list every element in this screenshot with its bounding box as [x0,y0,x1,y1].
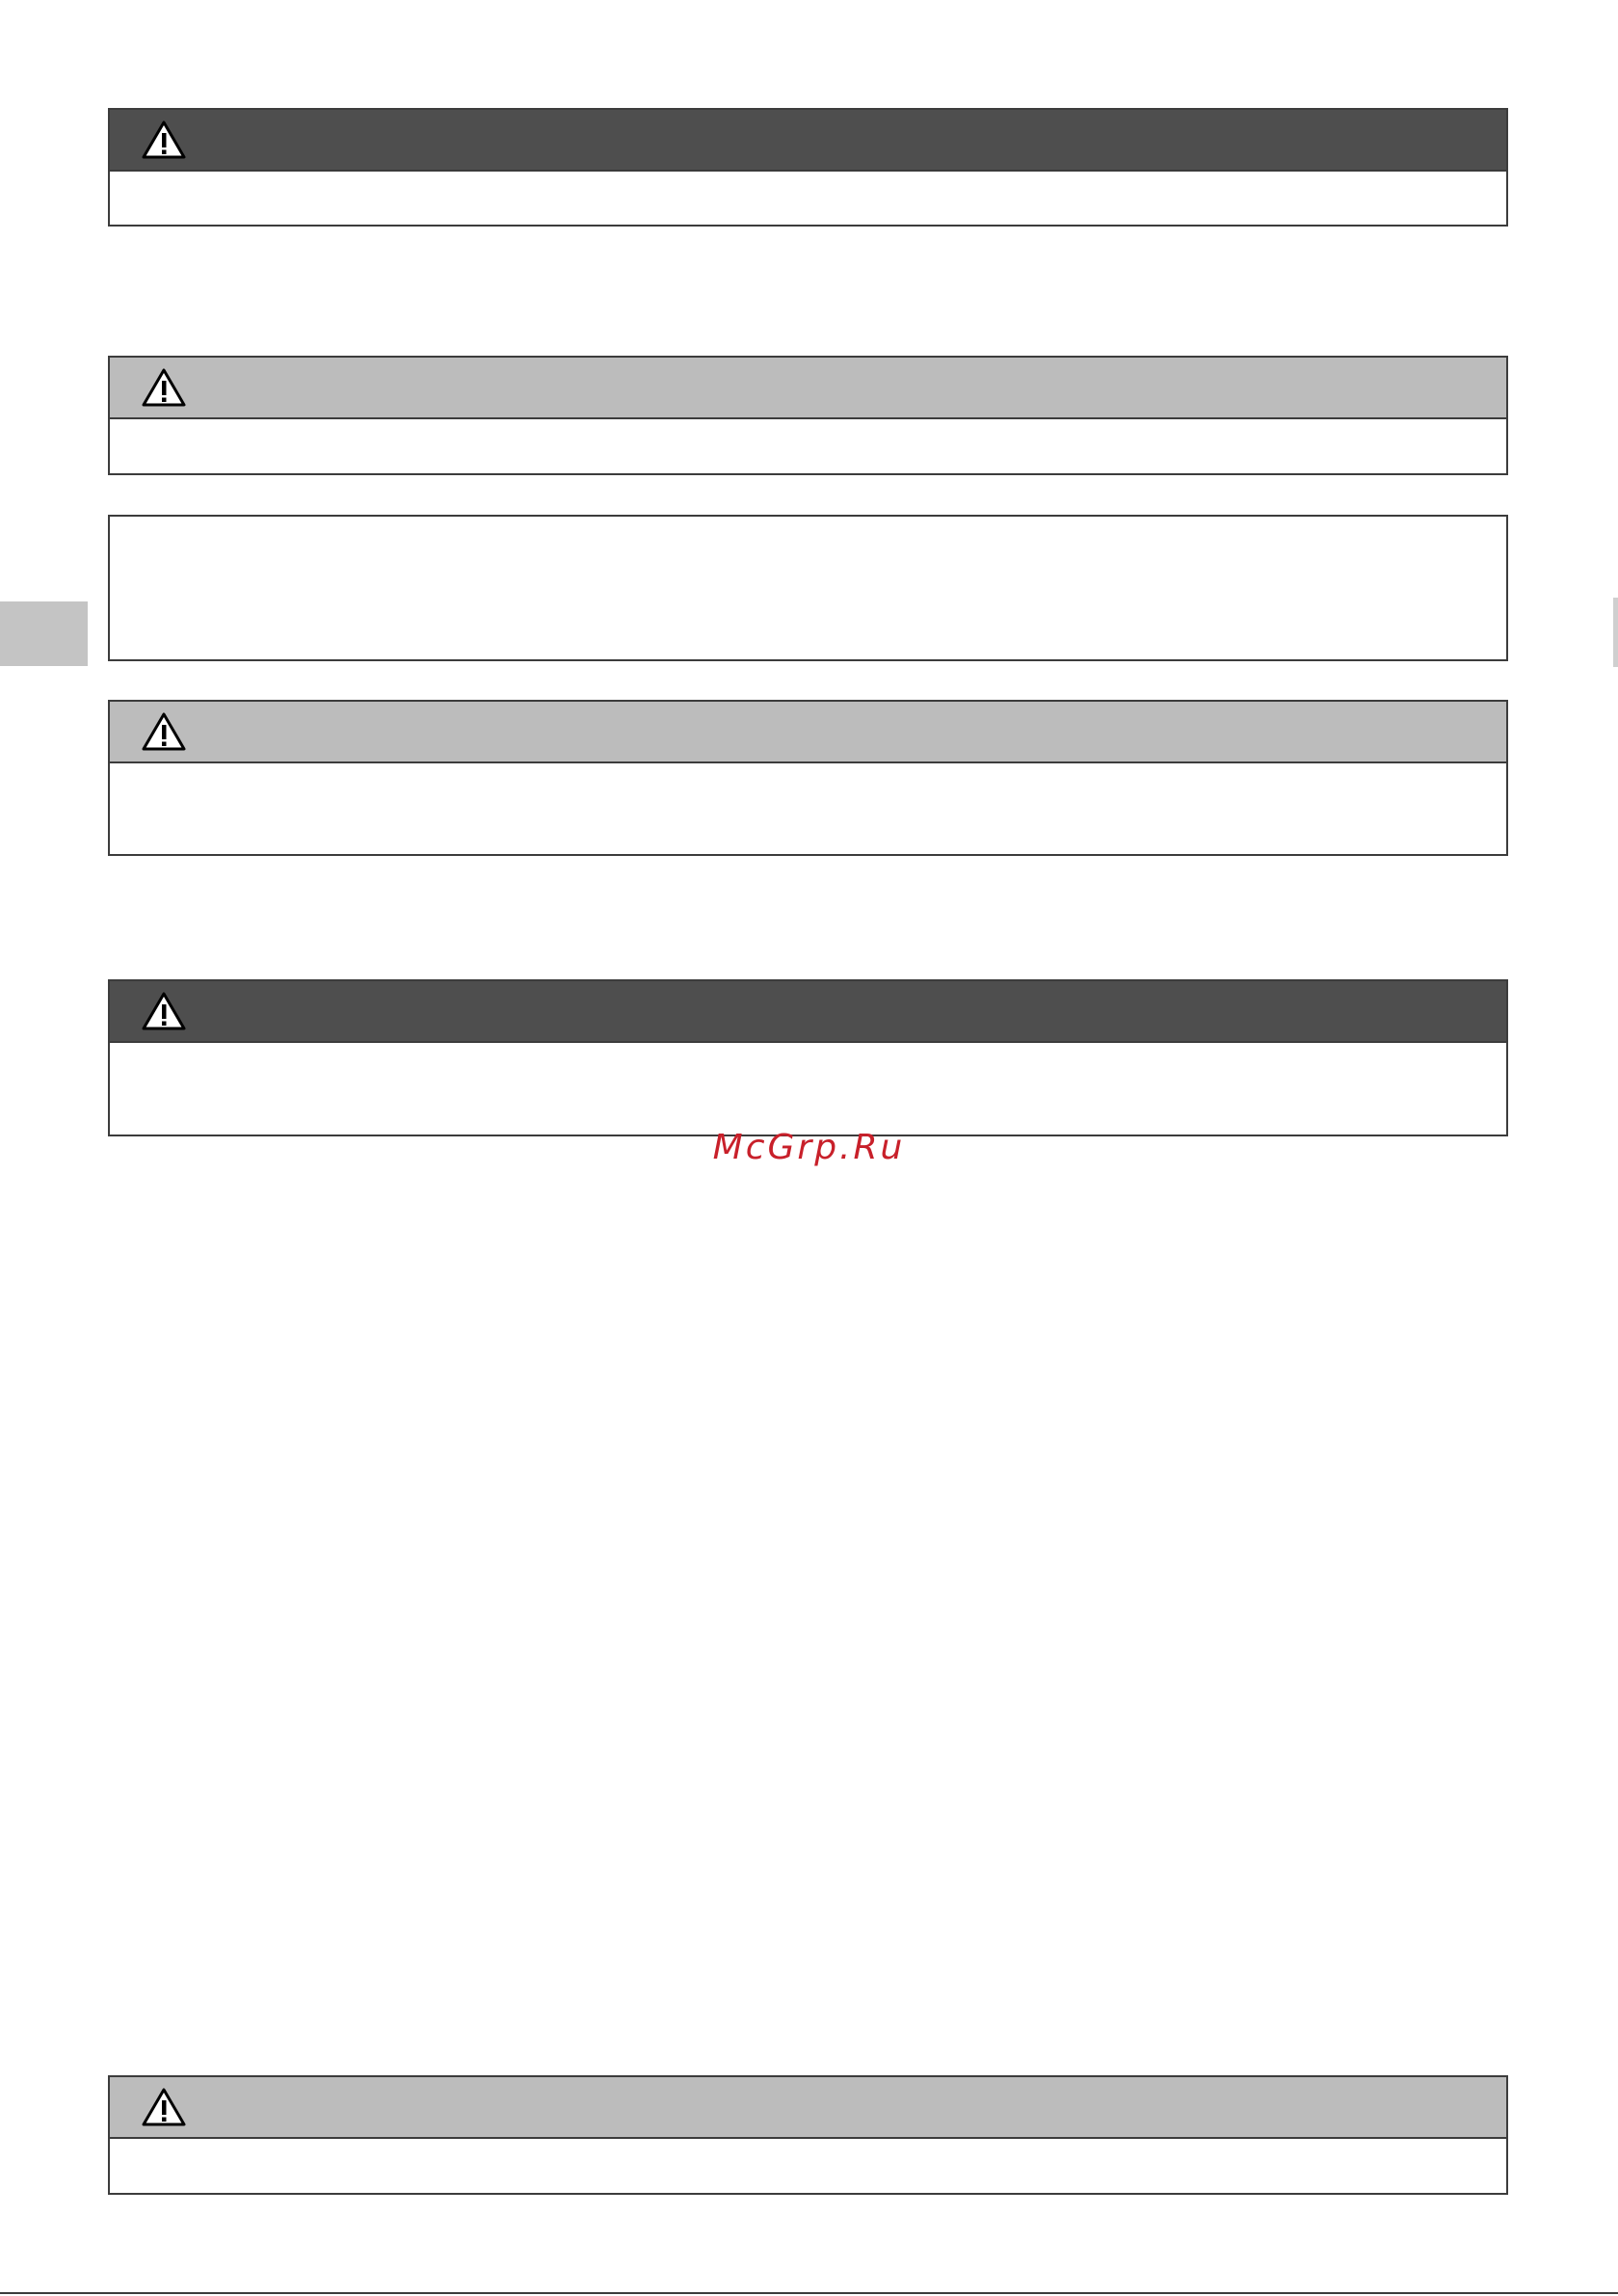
caution-box-2 [108,700,1508,856]
warning-box-2 [108,979,1508,1136]
warning-box-header [110,981,1506,1043]
section-tab-marker [0,601,88,666]
caution-box-header [110,2077,1506,2139]
watermark-text: McGrp.Ru [712,1128,906,1167]
caution-box-3 [108,2075,1508,2195]
warning-triangle-icon [141,367,187,408]
warning-box-header [110,110,1506,172]
warning-box-1 [108,108,1508,227]
caution-box-header [110,358,1506,419]
footer-rule [0,2292,1618,2294]
warning-triangle-icon [141,711,187,752]
caution-box-1 [108,356,1508,475]
edge-marker [1613,598,1618,667]
warning-triangle-icon [141,120,187,160]
caution-box-header [110,702,1506,763]
note-box [108,515,1508,661]
warning-triangle-icon [141,2087,187,2127]
warning-triangle-icon [141,991,187,1031]
